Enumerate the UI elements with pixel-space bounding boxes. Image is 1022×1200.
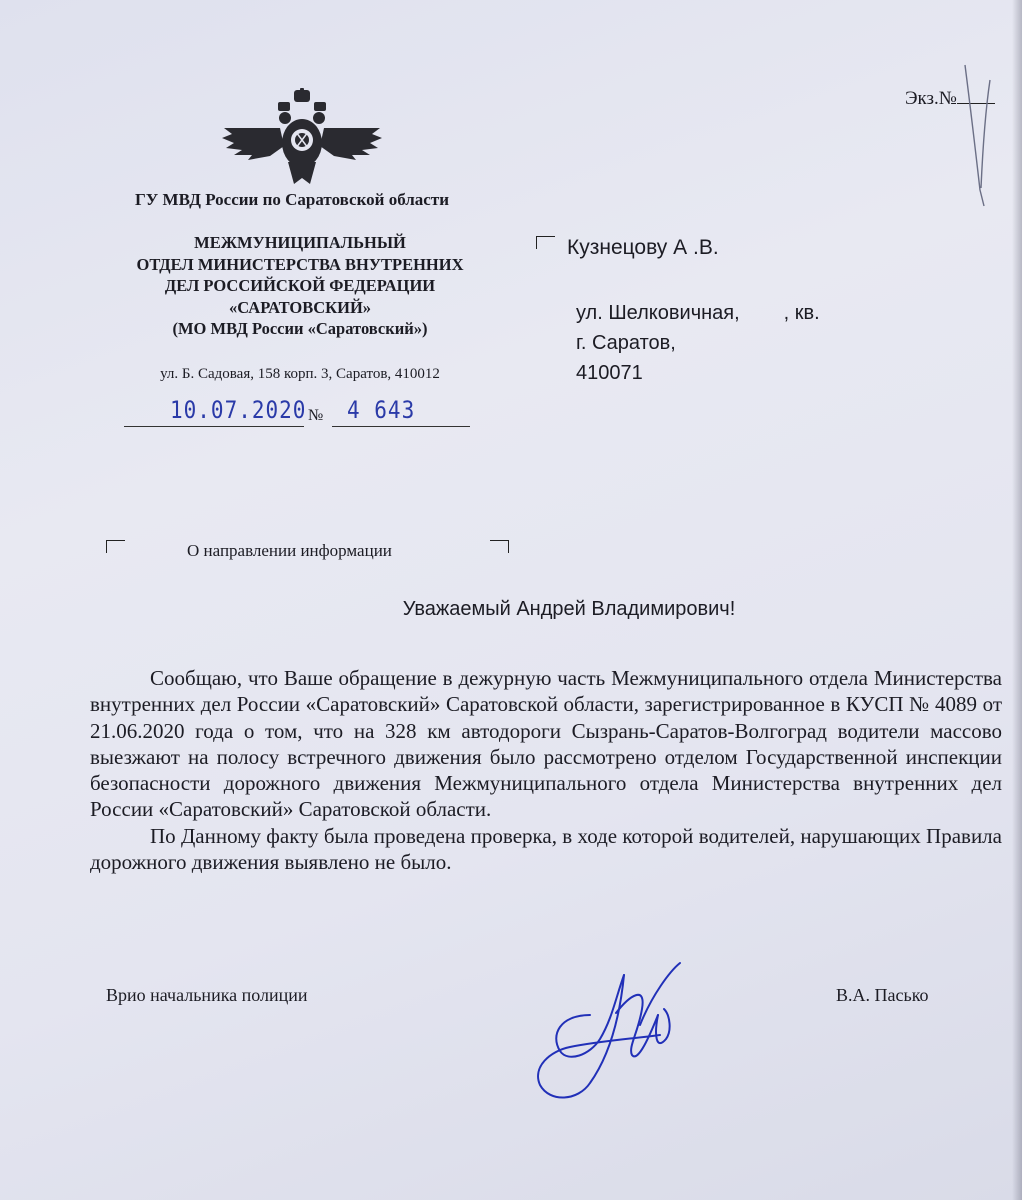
pencil-mark bbox=[950, 60, 1010, 210]
number-sign: № bbox=[308, 407, 324, 424]
recipient-name: Кузнецову А .В. bbox=[567, 236, 719, 259]
signer-name: В.А. Пасько bbox=[836, 985, 929, 1005]
org-line: (МО МВД России «Саратовский») bbox=[172, 319, 428, 338]
org-line: «САРАТОВСКИЙ» bbox=[228, 297, 372, 317]
recipient-street-line bbox=[576, 298, 820, 328]
outgoing-date-stamp: 10.07.2020 bbox=[170, 396, 307, 424]
recipient-address bbox=[576, 298, 820, 388]
copy-number-label: Экз.№ bbox=[905, 88, 957, 109]
signer-title: Врио начальника полиции bbox=[106, 985, 308, 1005]
number-underline bbox=[332, 426, 470, 427]
subject-corner-mark-right bbox=[490, 540, 509, 553]
organization-name-block bbox=[60, 232, 540, 340]
parent-organization: ГУ МВД России по Саратовской области bbox=[134, 190, 449, 209]
org-line: МЕЖМУНИЦИПАЛЬНЫЙ bbox=[194, 233, 406, 252]
org-line: ДЕЛ РОССИЙСКОЙ ФЕДЕРАЦИИ bbox=[164, 276, 436, 295]
recipient-corner-mark bbox=[536, 236, 555, 249]
recipient-street: ул. Шелковичная, bbox=[576, 302, 740, 324]
org-line: ОТДЕЛ МИНИСТЕРСТВА ВНУТРЕННИХ bbox=[136, 254, 464, 274]
handwritten-signature bbox=[520, 955, 700, 1105]
date-underline bbox=[124, 426, 304, 427]
letter-subject: О направлении информации bbox=[187, 541, 392, 560]
subject-corner-mark-left bbox=[106, 540, 125, 553]
organization-address: ул. Б. Садовая, 158 корп. 3, Саратов, 410012 bbox=[160, 366, 440, 382]
mvd-eagle-emblem-icon bbox=[222, 88, 382, 190]
outgoing-number-stamp: 4 643 bbox=[347, 396, 416, 424]
body-paragraph: Сообщаю, что Ваше обращение в дежурную часть Межмуниципального отдела Министерства внутренних дел России «Саратовский» Саратовской области, зарегистрированное в КУСП № 4089 от 21.06.2020 года о том, что на 328 км автодороги Сызрань-Саратов-Волгоград водители массово выезжают на полосу встречного движения было рассмотрено отделом Государственной инспекции безопасности дорожного движения Межмуниципального отдела Министерства внутренних дел России «Саратовский» Саратовской области. bbox=[90, 666, 1002, 822]
recipient-apt: , кв. bbox=[783, 302, 820, 324]
body-paragraph: По Данному факту была проведена проверка, в ходе которой водителей, нарушающих Правила дорожного движения выявлено не было. bbox=[90, 823, 1002, 875]
recipient-postcode: 410071 bbox=[576, 362, 643, 384]
greeting: Уважаемый Андрей Владимирович! bbox=[402, 598, 736, 620]
recipient-city: г. Саратов, bbox=[576, 332, 676, 354]
letter-body bbox=[90, 665, 1002, 875]
